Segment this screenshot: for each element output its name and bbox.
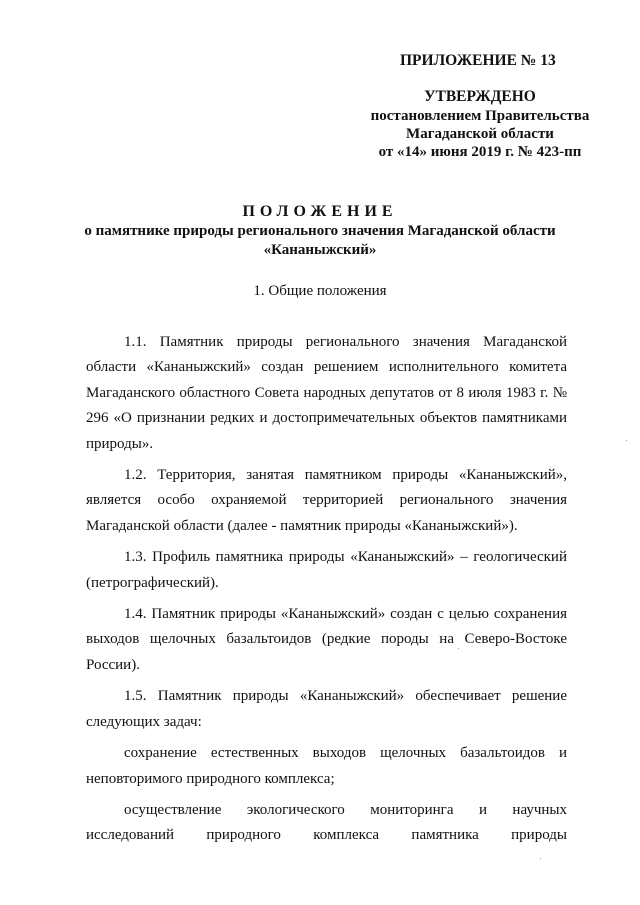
document-title-block xyxy=(60,202,580,260)
document-subtitle-line-2: «Кананыжский» xyxy=(263,242,377,258)
resolution-line-3: от «14» июня 2019 г. № 423-пп xyxy=(378,144,582,160)
paragraph-1-4: 1.4. Памятник природы «Кананыжский» создан с целью сохранения выходов щелочных базальтоидов (редкие породы на Северо-Востоке России). xyxy=(86,606,567,673)
section-heading: 1. Общие положения xyxy=(253,283,387,299)
scan-speck xyxy=(626,440,627,441)
paragraph-1-1: 1.1. Памятник природы регионального значения Магаданской области «Кананыжский» создан решением исполнительного комитета Магаданского областного Совета народных депутатов от 8 июля 1983 г. № 296 «О признании редких и достопримечательных объектов памятниками природы». xyxy=(86,334,567,452)
scan-speck xyxy=(540,858,541,859)
document-body xyxy=(86,330,567,849)
paragraph-1-2: 1.2. Территория, занятая памятником природы «Кананыжский», является особо охраняемой территорией регионального значения Магаданской области (далее - памятник природы «Кананыжский»). xyxy=(86,467,567,534)
task-item-1: сохранение естественных выходов щелочных базальтоидов и неповторимого природного комплекса; xyxy=(86,745,567,787)
approved-stamp: УТВЕРЖДЕНО xyxy=(424,88,536,105)
paragraph-1-3: 1.3. Профиль памятника природы «Кананыжский» – геологический (петрографический). xyxy=(86,549,567,591)
resolution-line-1: постановлением Правительства xyxy=(370,108,590,124)
scan-speck xyxy=(458,648,459,649)
task-item-2: осуществление экологического мониторинга и научных исследований природного комплекса памятника природы xyxy=(86,801,567,844)
resolution-line-2: Магаданской области xyxy=(406,126,554,142)
paragraph-1-5: 1.5. Памятник природы «Кананыжский» обеспечивает решение следующих задач: xyxy=(86,688,567,730)
approval-block xyxy=(360,88,600,161)
annex-number: ПРИЛОЖЕНИЕ № 13 xyxy=(400,52,556,69)
document-title: ПОЛОЖЕНИЕ xyxy=(242,203,398,220)
document-subtitle-line-1: о памятнике природы регионального значения Магаданской области xyxy=(84,223,556,239)
